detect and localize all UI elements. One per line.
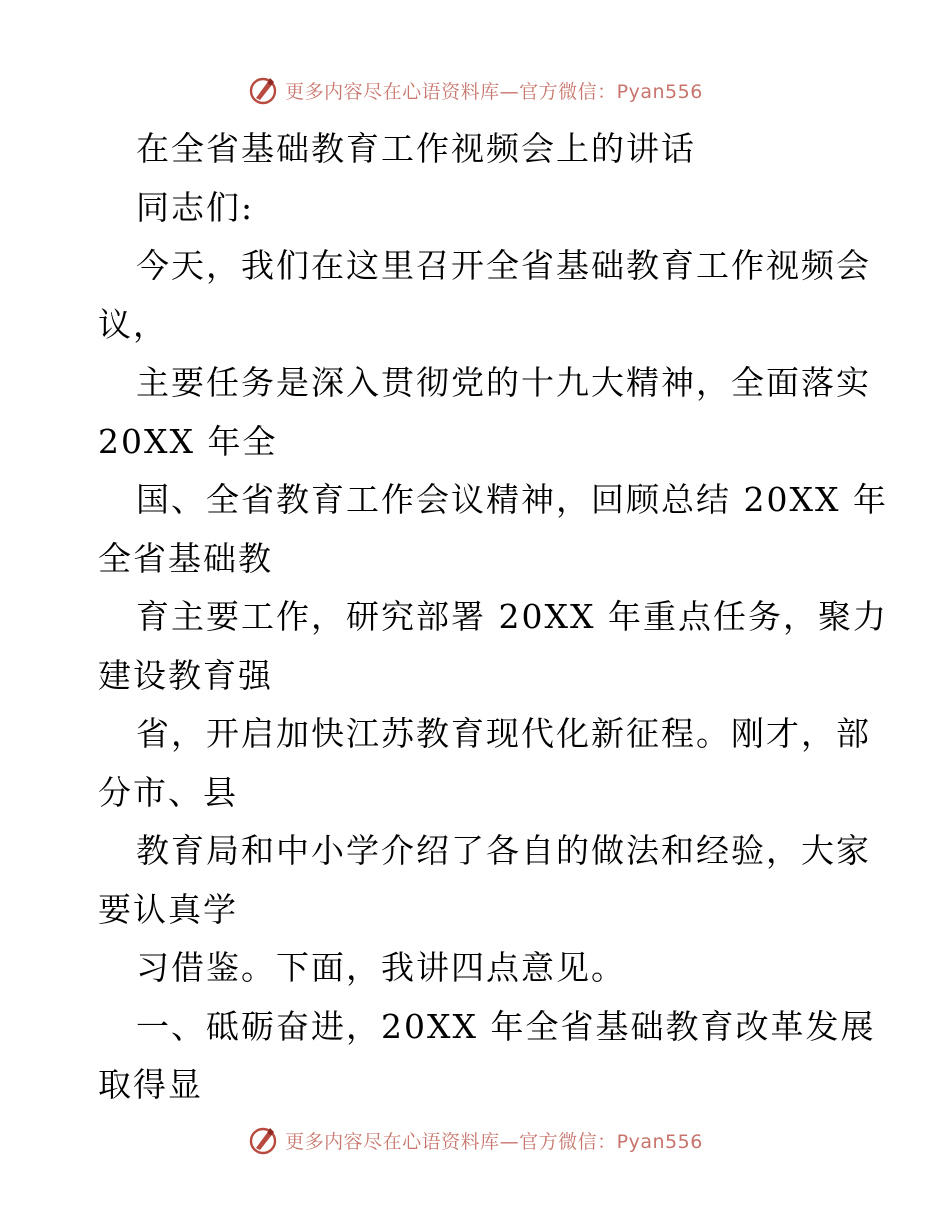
header-watermark xyxy=(0,72,950,108)
paragraph-line: 主要任务是深入贯彻党的十九大精神，全面落实 xyxy=(136,363,871,402)
paragraph-line: 要认真学 xyxy=(98,889,238,929)
paragraph-line: 习借鉴。下面，我讲四点意见。 xyxy=(136,948,626,987)
paragraph-line: 分市、县 xyxy=(98,772,238,812)
pen-nib-logo-icon xyxy=(247,1124,279,1156)
document-title: 在全省基础教育工作视频会上的讲话 xyxy=(136,129,696,168)
paragraph-line: 同志们: xyxy=(136,187,255,227)
paragraph-line: 20XX 年全 xyxy=(98,421,278,461)
paragraph-line: 一、砥砺奋进，20XX 年全省基础教育改革发展 xyxy=(136,1006,876,1046)
paragraph-line: 全省基础教 xyxy=(98,538,273,578)
watermark-text: 更多内容尽在心语资料库—官方微信：Pyan556 xyxy=(285,80,703,103)
paragraph-line: 建设教育强 xyxy=(98,655,273,695)
paragraph-line: 议， xyxy=(98,304,168,344)
paragraph-line: 省，开启加快江苏教育现代化新征程。刚才，部 xyxy=(136,714,871,753)
paragraph-line: 取得显 xyxy=(98,1065,203,1104)
document-body xyxy=(98,120,888,1115)
paragraph-line: 今天，我们在这里召开全省基础教育工作视频会 xyxy=(136,246,871,285)
pen-nib-logo-icon xyxy=(247,74,279,106)
watermark-text: 更多内容尽在心语资料库—官方微信：Pyan556 xyxy=(285,1130,703,1153)
paragraph-line: 国、全省教育工作会议精神，回顾总结 20XX 年 xyxy=(136,480,888,519)
footer-watermark xyxy=(0,1122,950,1158)
paragraph-line: 育主要工作，研究部署 20XX 年重点任务，聚力 xyxy=(136,597,888,636)
paragraph-line: 教育局和中小学介绍了各自的做法和经验，大家 xyxy=(136,831,871,870)
